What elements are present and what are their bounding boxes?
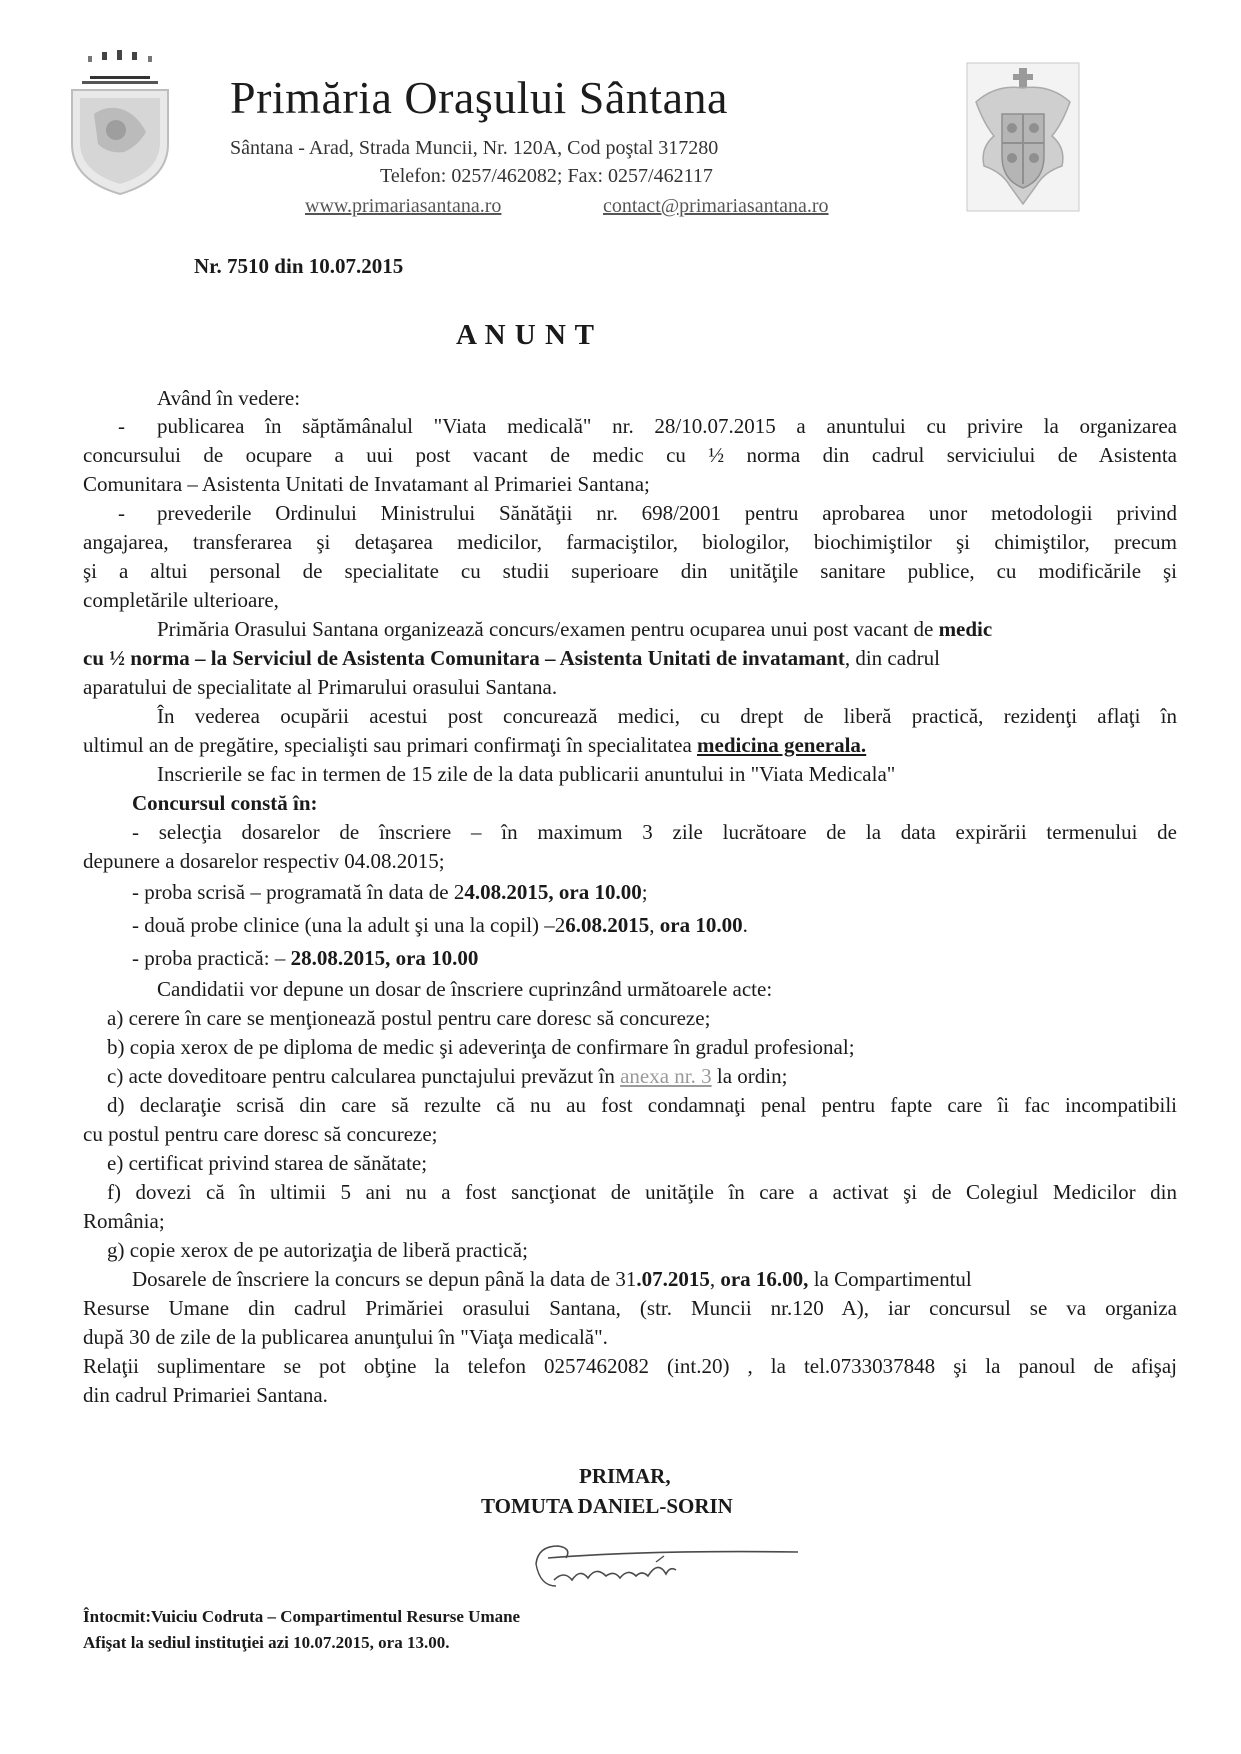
paragraph-line: publicarea în săptămânalul "Viata medicală" nr. 28/10.07.2015 a anuntului cu privire la organizarea (157, 414, 1177, 438)
paragraph-line: şi a altui personal de specialitate cu studii superioare din unităţile sanitare publice, cu modificările şi (83, 559, 1177, 583)
paragraph-line: după 30 de zile de la publicarea anunţului în "Viaţa medicală". (83, 1325, 608, 1349)
handwritten-signature (528, 1530, 808, 1600)
paragraph-line (157, 617, 992, 641)
bold-text: ora 16.00, (720, 1267, 809, 1291)
city-coat-of-arms-icon (68, 48, 172, 196)
paragraph-line: Relaţii suplimentare se pot obţine la telefon 0257462082 (int.20) , la tel.0733037848 şi la panoul de afişaj (83, 1354, 1177, 1378)
exam-item (132, 946, 478, 970)
text-span: c) acte doveditoare pentru calcularea punctajului prevăzut în (107, 1064, 615, 1088)
website-link[interactable]: www.primariasantana.ro (305, 195, 502, 217)
intro-line: Având în vedere: (157, 386, 301, 410)
document-number: Nr. 7510 din 10.07.2015 (194, 254, 404, 278)
exam-item (132, 880, 648, 904)
bold-text: 28.08.2015, ora 10.00 (290, 946, 479, 970)
paragraph-line: România; (83, 1209, 165, 1233)
paragraph-line (132, 1267, 972, 1291)
exam-item (132, 913, 748, 937)
text-span: , (649, 913, 660, 937)
requirement-item: a) cerere în care se menţionează postul pentru care doresc să concureze; (107, 1006, 711, 1030)
bold-text: 4.08.2015, ora 10.00 (464, 880, 642, 904)
text-span: . (742, 913, 748, 937)
paragraph-line: concursului de ocupare a uui post vacant de medic cu ½ norma din cadrul serviciului de Asistenta (83, 443, 1177, 467)
text-span: la ordin; (716, 1064, 788, 1088)
annex-link[interactable]: anexa nr. 3 (620, 1064, 712, 1088)
text-span: Dosarele de înscriere la concurs se depun până la data de 31 (132, 1267, 637, 1291)
paragraph-line: angajarea, transferarea şi detaşarea medicilor, farmaciştilor, biologilor, biochimiştilor şi chimiştilor, precum (83, 530, 1177, 554)
text-span: la Compartimentul (808, 1267, 972, 1291)
section-heading: Concursul constă în: (132, 791, 318, 815)
text-span: - două probe clinice (una la adult şi una la copil) –2 (132, 913, 566, 937)
text-span: - proba scrisă – programată în data de 2 (132, 880, 465, 904)
paragraph-line: completările ulterioare, (83, 588, 279, 612)
document-title: A N U N T (456, 319, 595, 351)
list-dash: - (118, 414, 125, 438)
romania-coat-of-arms-icon (966, 62, 1080, 212)
paragraph-line (83, 733, 866, 757)
paragraph-line: Candidatii vor depune un dosar de înscriere cuprinzând următoarele acte: (157, 977, 773, 1001)
text-span: ; (641, 880, 648, 904)
signatory-name: TOMUTA DANIEL-SORIN (481, 1494, 733, 1518)
requirement-item: d) declaraţie scrisă din care să rezulte că nu au fost condamnaţi penal pentru fapte care îi fac incompatibili (107, 1093, 1177, 1117)
text-span: ultimul an de pregătire, specialişti sau primari confirmaţi în specialitatea (83, 733, 692, 757)
bold-text: medic (938, 617, 993, 641)
paragraph-line: din cadrul Primariei Santana. (83, 1383, 328, 1407)
requirement-item (107, 1064, 787, 1088)
institution-phone-fax: Telefon: 0257/462082; Fax: 0257/462117 (380, 165, 713, 187)
posting-info: Afişat la sediul instituţiei azi 10.07.2015, ora 13.00. (83, 1633, 450, 1652)
bold-text: cu ½ norma – la Serviciul de Asistenta Comunitara – Asistenta Unitati de invatamant (83, 646, 845, 670)
bold-text: .07.2015 (636, 1267, 710, 1291)
specialty-text: medicina generala. (697, 733, 867, 757)
institution-title: Primăria Oraşului Sântana (230, 72, 728, 123)
paragraph-line: depunere a dosarelor respectiv 04.08.2015; (83, 849, 445, 873)
bold-text: ora 10.00 (659, 913, 743, 937)
signatory-role: PRIMAR, (579, 1464, 671, 1488)
requirement-item: b) copia xerox de pe diploma de medic şi adeverinţa de confirmare în gradul profesional; (107, 1035, 855, 1059)
paragraph-line: prevederile Ordinului Ministrului Sănătăţii nr. 698/2001 pentru aprobarea unor metodologii privind (157, 501, 1177, 525)
paragraph-line (83, 646, 940, 670)
paragraph-line: cu postul pentru care doresc să concureze; (83, 1122, 438, 1146)
paragraph-line: Resurse Umane din cadrul Primăriei orasului Santana, (str. Muncii nr.120 A), iar concursul se va organiza (83, 1296, 1177, 1320)
text-span: , (709, 1267, 721, 1291)
institution-address: Sântana - Arad, Strada Muncii, Nr. 120A, Cod poştal 317280 (230, 137, 719, 159)
requirement-item: g) copie xerox de pe autorizaţia de liberă practică; (107, 1238, 528, 1262)
list-dash: - (118, 501, 125, 525)
paragraph-line: aparatului de specialitate al Primarului orasului Santana. (83, 675, 558, 699)
requirement-item: e) certificat privind starea de sănătate; (107, 1151, 428, 1175)
requirement-item: f) dovezi că în ultimii 5 ani nu a fost sancţionat de unităţile în care a activat şi de Colegiul Medicilor din (107, 1180, 1177, 1204)
text-span: , din cadrul (844, 646, 940, 670)
text-span: - proba practică: – (132, 946, 291, 970)
paragraph-line: - selecţia dosarelor de înscriere – în maximum 3 zile lucrătoare de la data expirării termenului de (132, 820, 1177, 844)
paragraph-line: În vederea ocupării acestui post concurează medici, cu drept de liberă practică, rezidenţi aflaţi în (157, 704, 1177, 728)
email-link[interactable]: contact@primariasantana.ro (603, 195, 829, 217)
text-span: Primăria Orasului Santana organizează concurs/examen pentru ocuparea unui post vacant de (157, 617, 934, 641)
prepared-by: Întocmit:Vuiciu Codruta – Compartimentul Resurse Umane (83, 1607, 521, 1626)
bold-text: 6.08.2015 (565, 913, 650, 937)
paragraph-line: Comunitara – Asistenta Unitati de Invatamant al Primariei Santana; (83, 472, 650, 496)
paragraph-line: Inscrierile se fac in termen de 15 zile de la data publicarii anuntului in "Viata Medicala" (157, 762, 896, 786)
